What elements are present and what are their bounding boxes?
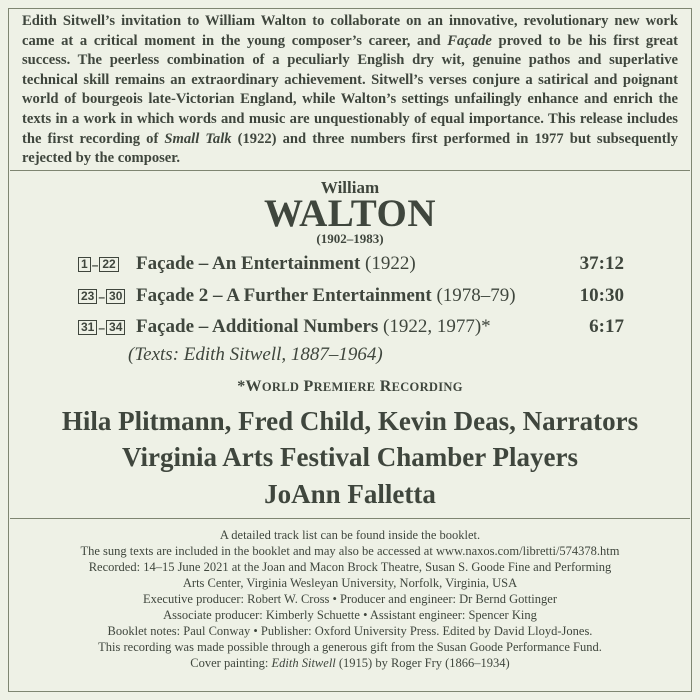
track-row xyxy=(78,315,624,339)
production-credits xyxy=(20,527,680,671)
credit-line: A detailed track list can be found inside the booklet. xyxy=(219,528,481,542)
track-row xyxy=(78,284,624,308)
track-title: Façade – Additional Numbers (1922, 1977)* xyxy=(136,316,491,337)
track-row xyxy=(78,252,624,276)
credit-line: Recorded: 14–15 June 2021 at the Joan and Macon Brock Theatre, Susan S. Goode Fine and Performing xyxy=(88,560,612,574)
intro-segment: Façade xyxy=(447,32,492,49)
world-premiere-recording: *WORLD PREMIERE RECORDING xyxy=(237,378,463,395)
performer-narrators: Hila Plitmann, Fred Child, Kevin Deas, Narrators xyxy=(61,406,639,436)
composer-last-name: WALTON xyxy=(263,192,437,235)
track-title: Façade – An Entertainment (1922) xyxy=(136,253,416,274)
intro-segment: Small Talk xyxy=(164,130,232,147)
credit-line: Associate producer: Kimberly Schuette • Assistant engineer: Spencer King xyxy=(163,608,537,622)
performer-conductor: JoAnn Falletta xyxy=(264,479,436,509)
track-numbers: 1 – 22 xyxy=(78,252,119,277)
track-title: Façade 2 – A Further Entertainment (1978–79) xyxy=(136,285,516,306)
credit-line: Executive producer: Robert W. Cross • Producer and engineer: Dr Bernd Gottinger xyxy=(143,592,557,606)
intro-segment: Edith Sitwell’s invitation to William Walton to collaborate on an innovative, revolutionary new work came at a critical moment in the young composer’s career, and xyxy=(22,13,678,49)
divider-top xyxy=(10,170,690,171)
track-duration: 6:17 xyxy=(589,316,624,337)
credit-line: Arts Center, Virginia Wesleyan University, Norfolk, Virginia, USA xyxy=(182,576,518,590)
intro-segment: proved to be his first great success. The peerless combination of a peculiarly English dry wit, genuine pathos and superlative technical skill remains an extraordinary achievement. Sitwell’s verses conjure a satirical and poignant world of bourgeois late-Victorian England, while Walton’s settings unfailingly enhance and enrich the texts in a work in which words and music are unquestionably of equal importance. This release includes the first recording of xyxy=(22,32,678,147)
intro-segment: (1922) and three numbers first performed in 1977 but subsequently rejected by the composer. xyxy=(22,130,678,167)
track-numbers: 23 – 30 xyxy=(78,284,125,309)
track-numbers: 31 – 34 xyxy=(78,315,125,340)
intro-paragraph xyxy=(22,12,678,169)
credit-line: The sung texts are included in the booklet and may also be accessed at www.naxos.com/libretti/574378.htm xyxy=(80,544,620,558)
credit-line: Booklet notes: Paul Conway • Publisher: Oxford University Press. Edited by David Lloyd-Jones. xyxy=(107,624,593,638)
credit-line: Cover painting: Edith Sitwell (1915) by Roger Fry (1866–1934) xyxy=(190,656,510,670)
performer-ensemble: Virginia Arts Festival Chamber Players xyxy=(122,442,578,472)
composer-first-name: William xyxy=(320,178,380,197)
track-duration: 10:30 xyxy=(579,285,624,306)
composer-dates: (1902–1983) xyxy=(316,231,384,246)
texts-credit: (Texts: Edith Sitwell, 1887–1964) xyxy=(128,344,383,365)
track-duration: 37:12 xyxy=(579,253,624,274)
credit-line: This recording was made possible through a generous gift from the Susan Goode Performance Fund. xyxy=(98,640,602,654)
divider-bottom xyxy=(10,518,690,519)
